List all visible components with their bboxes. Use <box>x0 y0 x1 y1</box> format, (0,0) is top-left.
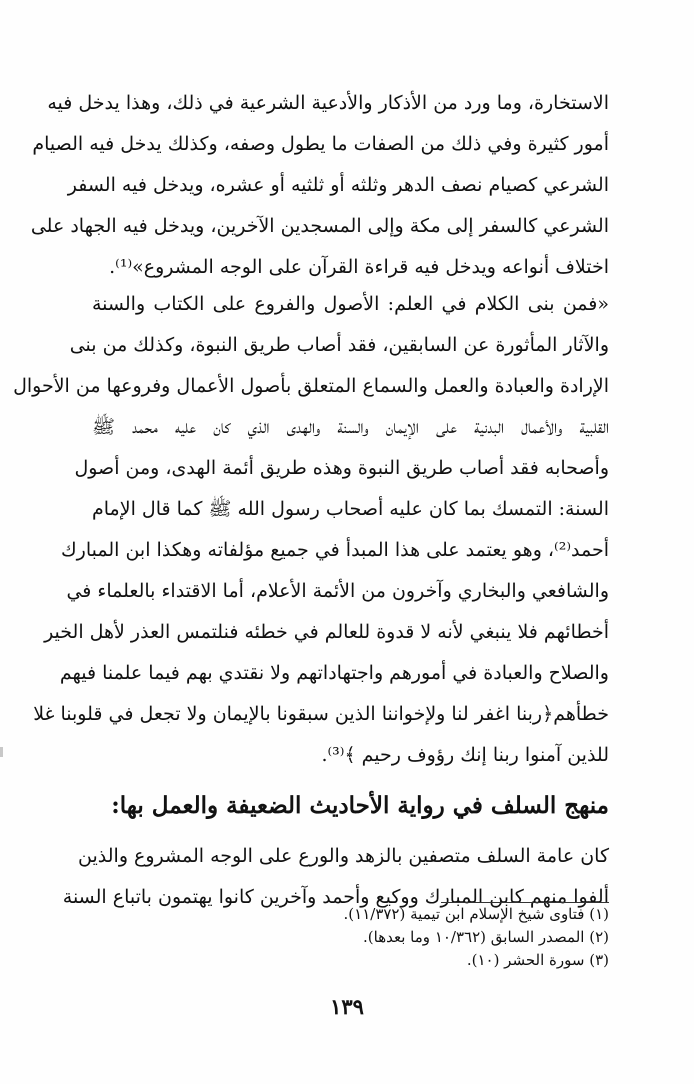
text-line: السنة: التمسك بما كان عليه أصحاب رسول الله ﷺ كما قال الإمام <box>92 498 609 520</box>
text-line: كان عامة السلف متصفين بالزهد والورع على الوجه المشروع والذين <box>78 845 609 867</box>
text-line: الشرعي كالسفر إلى مكة وإلى المسجدين الآخرين، ويدخل فيه الجهاد على <box>30 215 609 237</box>
footnote-3: (٣) سورة الحشر (١٠). <box>466 951 609 969</box>
paragraph-istikhara <box>30 83 609 288</box>
text-line: الشرعي كصيام نصف الدهر وثلثه أو ثلثيه أو عشره، ويدخل فيه السفر <box>67 174 609 196</box>
text-line: الاستخارة، وما ورد من الأذكار والأدعية الشرعية في ذلك، وهذا يدخل فيه <box>47 92 609 114</box>
text-line: والآثار المأثورة عن السابقين، فقد أصاب طريق النبوة، وكذلك من بنى <box>69 334 609 356</box>
page-number: ١٣٩ <box>330 994 364 1019</box>
text-line: للذين آمنوا ربنا إنك رؤوف رحيم ﴾⁽³⁾. <box>321 744 609 766</box>
text-line: أمور كثيرة وفي ذلك من الصفات ما يطول وصفه، وكذلك يدخل فيه الصيام <box>32 133 609 155</box>
text-line: أخطائهم فلا ينبغي لأنه لا قدوة للعالم في خطئه فنلتمس العذر لأهل الخير <box>44 621 609 643</box>
text-line: أحمد⁽²⁾، وهو يعتمد على هذا المبدأ في جميع مؤلفاته وهكذا ابن المبارك <box>61 539 609 561</box>
text-line: والصلاح والعبادة في أمورهم واجتهاداتهم ولا نقتدي بهم فيما علمنا فيهم <box>59 662 609 684</box>
text-line: «فمن بنى الكلام في العلم: الأصول والفروع على الكتاب والسنة <box>92 293 609 315</box>
text-line: خطأهم﴿ربنا اغفر لنا ولإخواننا الذين سبقونا بالإيمان ولا تجعل في قلوبنا غلا <box>33 703 609 725</box>
footnote-2: (٢) المصدر السابق (١٠/٣٦٢ وما بعدها). <box>363 928 609 946</box>
text-line: وأصحابه فقد أصاب طريق النبوة وهذه طريق أئمة الهدى، ومن أصول <box>74 457 609 479</box>
footnotes <box>92 903 609 972</box>
text-line: القلبية والأعمال البدنية على الإيمان والسنة والهدى الذي كان عليه محمد ﷺ <box>92 416 609 438</box>
margin-mark <box>0 747 3 757</box>
text-line: الإرادة والعبادة والعمل والسماع المتعلق بأصول الأعمال وفروعها من الأحوال <box>13 375 609 397</box>
paragraph-usul <box>13 284 609 776</box>
section-heading: منهج السلف في رواية الأحاديث الضعيفة والعمل بها: <box>111 792 609 819</box>
footnote-1: (١) فتاوى شيخ الإسلام ابن تيمية (١١/٣٧٢). <box>343 905 609 923</box>
text-line: ألفوا منهم كابن المبارك ووكيع وأحمد وآخرين كانوا يهتمون باتباع السنة <box>62 886 609 908</box>
text-line: والشافعي والبخاري وآخرون من الأئمة الأعلام، أما الاقتداء بالعلماء في <box>66 580 609 602</box>
text-line: اختلاف أنواعه ويدخل فيه قراءة القرآن على الوجه المشروع»⁽¹⁾. <box>109 256 609 278</box>
